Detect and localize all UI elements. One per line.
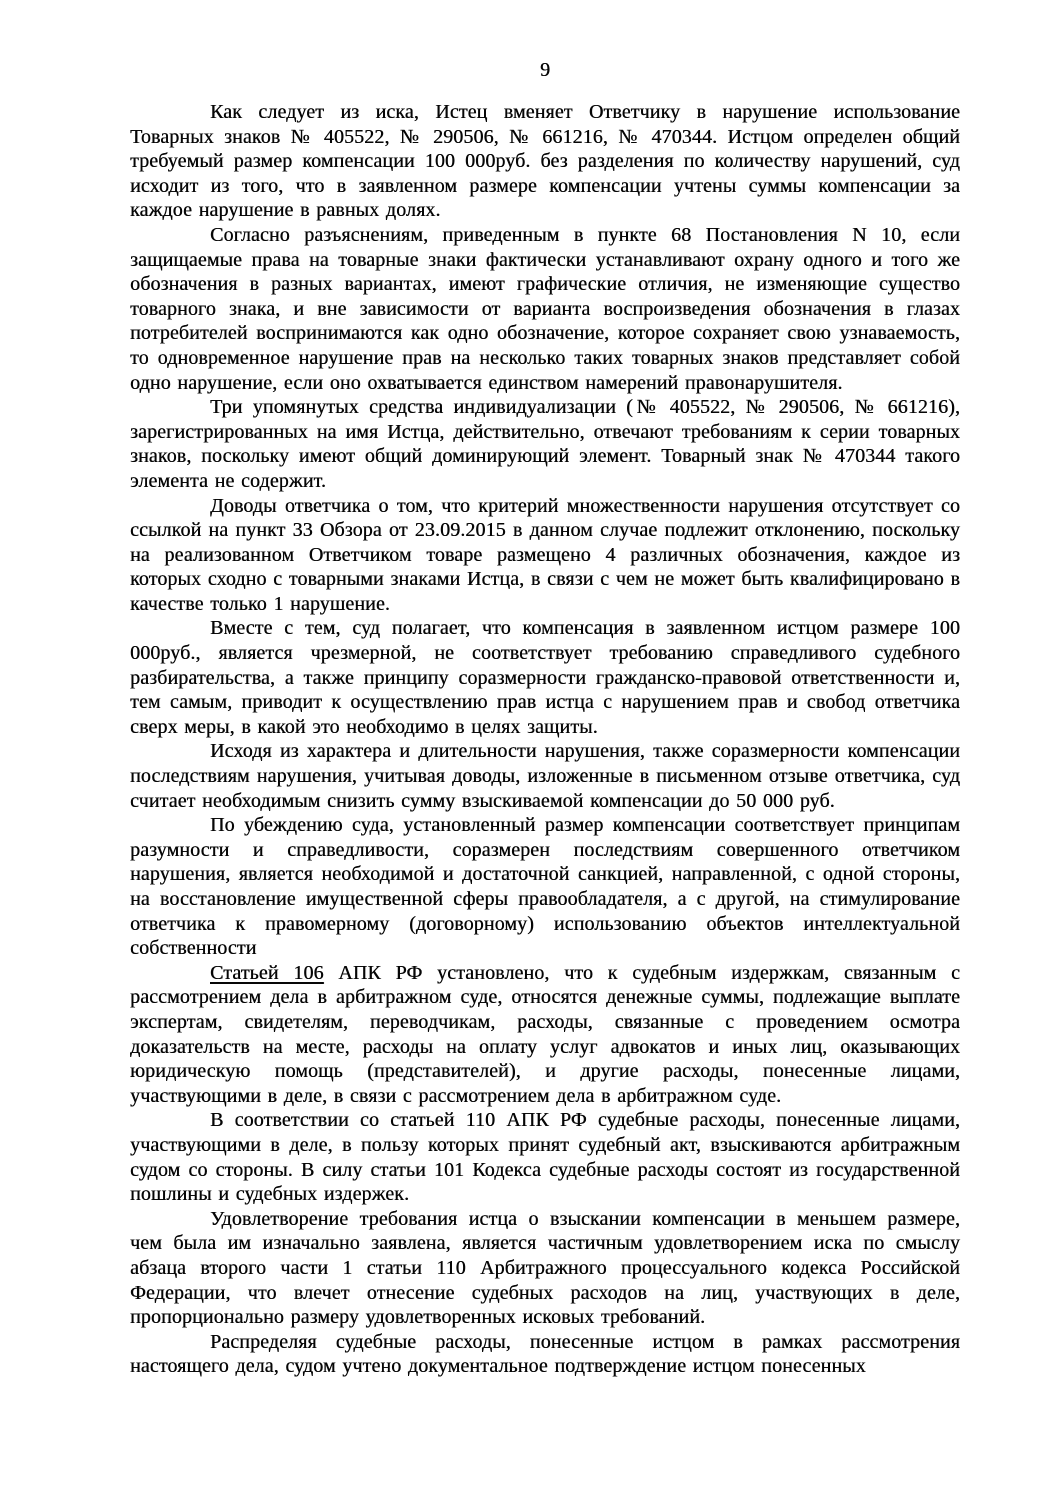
paragraph: Согласно разъяснениям, приведенным в пункте 68 Постановления N 10, если защищаемые права на товарные знаки фактически устанавливают охрану одного и того же обозначения в разных вариантах, имеют графические отличия, не изменяющие существо товарного знака, и вне зависимости от варианта воспроизведения обозначения в глазах потребителей воспринимаются как одно обозначение, которое сохраняет свою узнаваемость, то одновременное нарушение прав на несколько таких товарных знаков представляет собой одно нарушение, если оно охватывается единством намерений правонарушителя. [130, 223, 960, 394]
underlined-statute-reference: Статьей 106 [210, 961, 324, 984]
document-body [130, 100, 960, 1379]
document-content [130, 58, 960, 1379]
page-number: 9 [540, 59, 550, 81]
paragraph: Удовлетворение требования истца о взыскании компенсации в меньшем размере, чем была им изначально заявлена, является частичным удовлетворением иска по смыслу абзаца второго части 1 статьи 110 Арбитражного процессуального кодекса Российской Федерации, что влечет отнесение судебных расходов на лиц, участвующих в деле, пропорционально размеру удовлетворенных исковых требований. [130, 1207, 960, 1329]
paragraph: Исходя из характера и длительности нарушения, также соразмерности компенсации последствиям нарушения, учитывая доводы, изложенные в письменном отзыве ответчика, суд считает необходимым снизить сумму взыскиваемой компенсации до 50 000 руб. [130, 740, 960, 812]
paragraph: Доводы ответчика о том, что критерий множественности нарушения отсутствует со ссылкой на пункт 33 Обзора от 23.09.2015 в данном случае подлежит отклонению, поскольку на реализованном Ответчиком товаре размещено 4 различных обозначения, каждое из которых сходно с товарными знаками Истца, в связи с чем не может быть квалифицировано в качестве только 1 нарушение. [130, 494, 960, 615]
paragraph: По убеждению суда, установленный размер компенсации соответствует принципам разумности и справедливости, соразмерен последствиям совершенного ответчиком нарушения, является необходимой и достаточной санкцией, направленной, с одной стороны, на восстановление имущественной сферы правообладателя, а с другой, на стимулирование ответчика к правомерному (договорному) использованию объектов интеллектуальной собственности [130, 814, 960, 960]
paragraph: Распределяя судебные расходы, понесенные истцом в рамках рассмотрения настоящего дела, судом учтено документальное подтверждение истцом понесенных [130, 1330, 960, 1378]
paragraph: Три упомянутых средства индивидуализации (№ 405522, № 290506, № 661216), зарегистрированных на имя Истца, действительно, отвечают требованиям к серии товарных знаков, поскольку имеют общий доминирующий элемент. Товарный знак № 470344 такого элемента не содержит. [130, 396, 960, 492]
paragraph: Как следует из иска, Истец вменяет Ответчику в нарушение использование Товарных знаков № 405522, № 290506, № 661216, № 470344. Истцом определен общий требуемый размер компенсации 100 000руб. без разделения по количеству нарушений, суд исходит из того, что в заявленном размере компенсации учтены суммы компенсации за каждое нарушение в равных долях. [130, 101, 960, 222]
paragraph: В соответствии со статьей 110 АПК РФ судебные расходы, понесенные лицами, участвующими в деле, в пользу которых принят судебный акт, взыскиваются арбитражным судом со стороны. В силу статьи 101 Кодекса судебные расходы состоят из государственной пошлины и судебных издержек. [130, 1109, 960, 1206]
paragraph: Вместе с тем, суд полагает, что компенсация в заявленном истцом размере 100 000руб., является чрезмерной, не соответствует требованию справедливого судебного разбирательства, а также принципу соразмерности гражданско-правовой ответственности и, тем самым, приводит к осуществлению прав истца с нарушением прав и свобод ответчика сверх меры, в какой это необходимо в целях защиты. [130, 617, 960, 738]
paragraph: Статьей 106 АПК РФ установлено, что к судебным издержкам, связанным с рассмотрением дела в арбитражном суде, относятся денежные суммы, подлежащие выплате экспертам, свидетелям, переводчикам, расходы, связанные с проведением осмотра доказательств на месте, расходы на оплату услуг адвокатов и иных лиц, оказывающих юридическую помощь (представителей), и другие расходы, понесенные лицами, участвующими в деле, в связи с рассмотрением дела в арбитражном суде. [130, 961, 960, 1107]
